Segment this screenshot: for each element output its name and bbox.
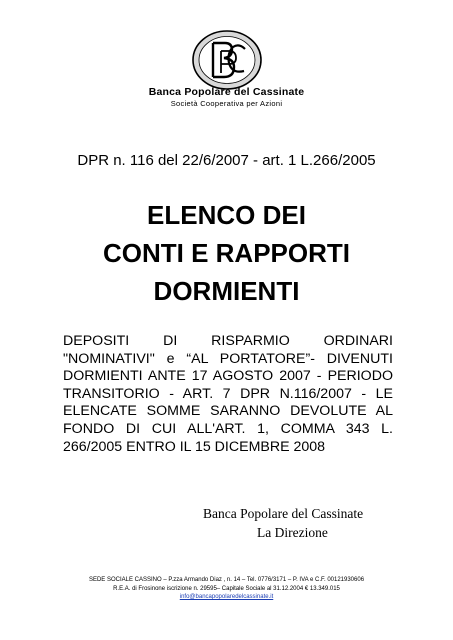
- signature-bank: Banca Popolare del Cassinate: [203, 506, 364, 521]
- bank-logo-icon: [191, 29, 263, 91]
- body-line: ELENCATE SOMME SARANNO DEVOLUTE AL: [63, 403, 393, 420]
- body-line: DORMIENTI ANTE 17 AGOSTO 2007 - PERIODO: [63, 368, 393, 385]
- signature-direction: La Direzione: [257, 525, 328, 540]
- footer-registration: R.E.A. di Frosinone iscrizione n. 29595– Capitale Sociale al 31.12.2004 € 13.349.015: [113, 585, 340, 592]
- notice-body: [63, 333, 393, 456]
- bank-subtitle: Società Cooperativa per Azioni: [170, 99, 283, 108]
- title-line-2: CONTI E RAPPORTI: [102, 238, 350, 268]
- body-line: TRANSITORIO - ART. 7 DPR N.116/2007 - LE: [63, 385, 393, 402]
- legal-reference: DPR n. 116 del 22/6/2007 - art. 1 L.266/2005: [77, 152, 376, 169]
- bank-name: Banca Popolare del Cassinate: [148, 86, 305, 98]
- footer-email-link[interactable]: info@bancapopolaredelcassinate.it: [179, 594, 274, 600]
- footer-address: SEDE SOCIALE CASSINO – P.zza Armando Diaz , n. 14 – Tel. 0776/3171 – P. IVA e C.F. 00121930606: [88, 577, 365, 583]
- title-line-3: DORMIENTI: [153, 276, 300, 306]
- body-line: FONDO DI CUI ALL'ART. 1, COMMA 343 L.: [63, 420, 393, 437]
- body-line: "NOMINATIVI" e “AL PORTATORE”- DIVENUTI: [63, 350, 393, 367]
- title-line-1: ELENCO DEI: [147, 200, 306, 230]
- body-line: DEPOSITI DI RISPARMIO ORDINARI: [63, 333, 393, 349]
- body-line: 266/2005 ENTRO IL 15 DICEMBRE 2008: [63, 438, 326, 455]
